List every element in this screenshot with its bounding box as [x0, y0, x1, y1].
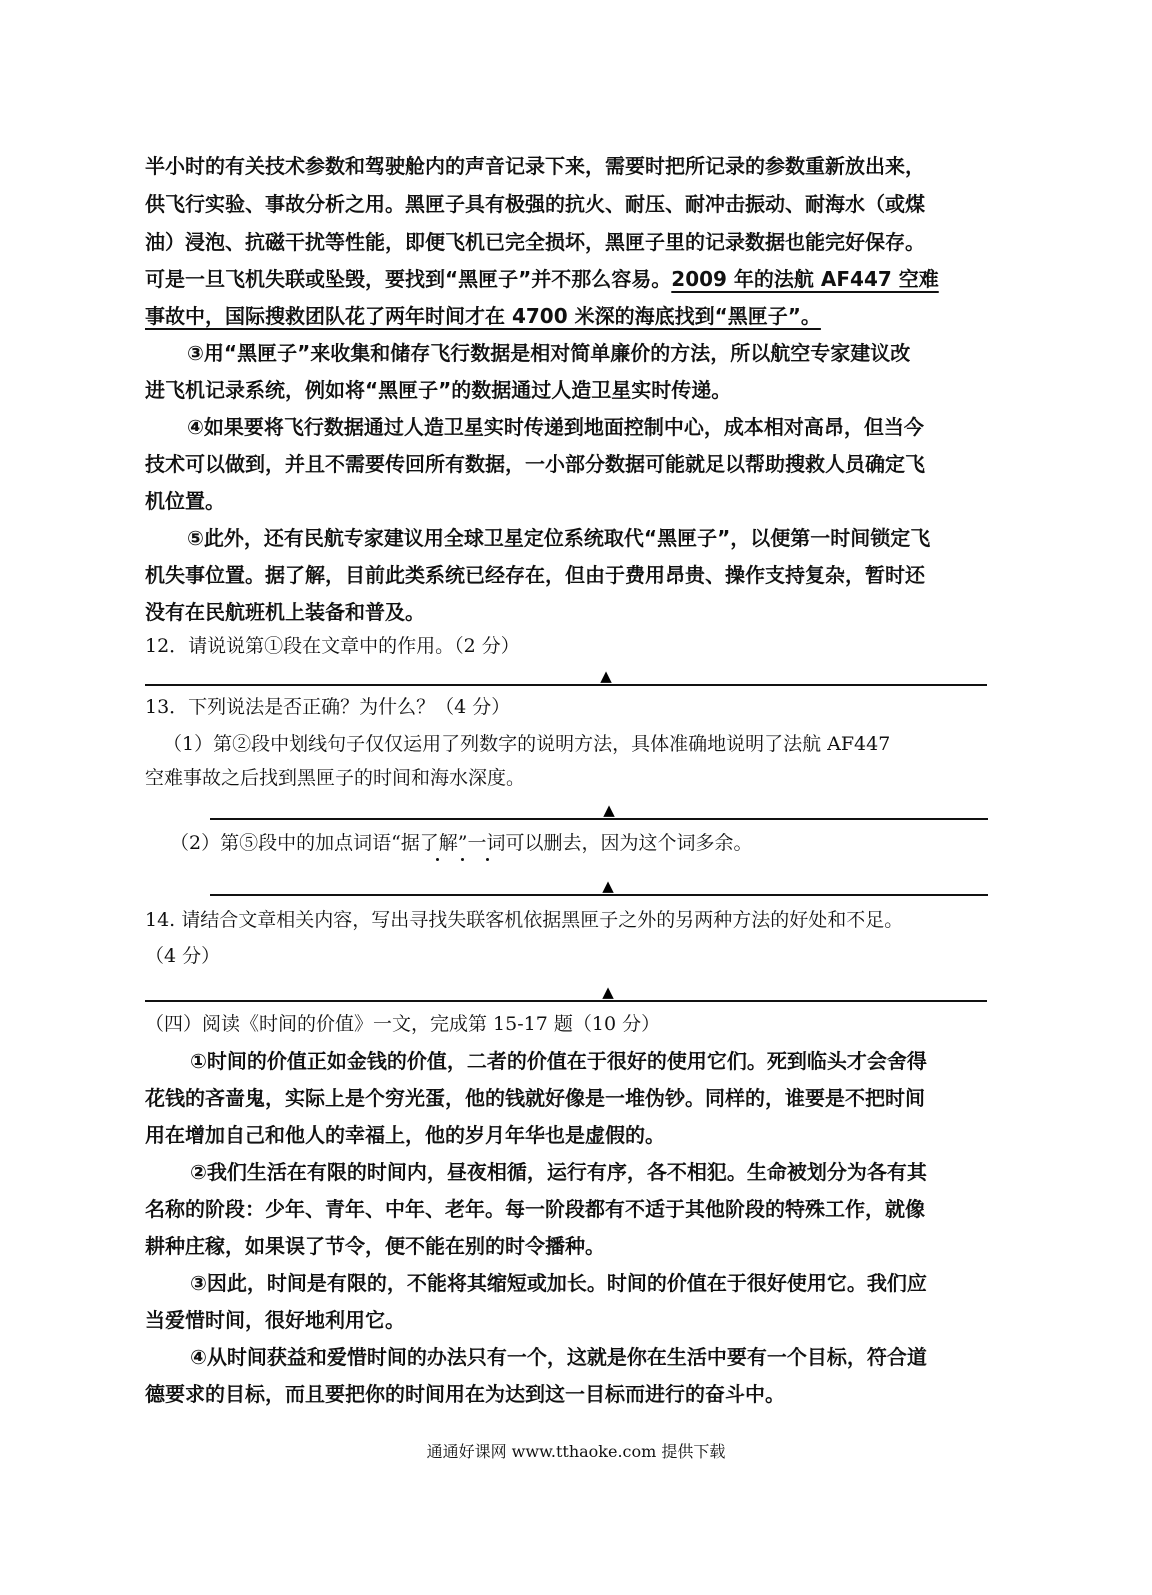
s4-p4-line1: ④从时间获益和爱惜时间的办法只有一个，这就是你在生活中要有一个目标，符合道	[190, 1345, 927, 1369]
section-4-heading: （四）阅读《时间的价值》一文，完成第 15-17 题（10 分）	[145, 1013, 661, 1035]
emphasis-dot	[486, 858, 489, 861]
s3-p4-line3: 机位置。	[145, 489, 225, 513]
s4-p1-line3: 用在增加自己和他人的幸福上，他的岁月年华也是虚假的。	[145, 1123, 665, 1147]
answer-line-q14	[145, 1000, 987, 1002]
s3-p5-line3: 没有在民航班机上装备和普及。	[145, 600, 425, 624]
question-13-2: （2）第⑤段中的加点词语“据了解”一词可以删去，因为这个词多余。	[170, 832, 753, 854]
underlined-sentence-part1: 2009 年的法航 AF447 空难	[671, 267, 939, 291]
s3-p2-line1: 半小时的有关技术参数和驾驶舱内的声音记录下来，需要时把所记录的参数重新放出来，	[145, 154, 925, 178]
footer-watermark: 通通好课网 www.tthaoke.com 提供下载	[426, 1442, 726, 1461]
question-13-1-line1: （1）第②段中划线句子仅仅运用了列数字的说明方法，具体准确地说明了法航 AF447	[163, 733, 891, 755]
s3-p3-line2: 进飞机记录系统，例如将“黑匣子”的数据通过人造卫星实时传递。	[145, 378, 732, 402]
s4-p3-line2: 当爱惜时间，很好地利用它。	[145, 1308, 405, 1332]
s3-p4-line1: ④如果要将飞行数据通过人造卫星实时传递到地面控制中心，成本相对高昂，但当今	[187, 415, 924, 439]
question-13: 13．下列说法是否正确？为什么？（4 分）	[145, 696, 511, 718]
underlined-sentence-part2: 事故中，国际搜救团队花了两年时间才在 4700 米深的海底找到“黑匣子”。	[145, 304, 821, 328]
s4-p1-line2: 花钱的吝啬鬼，实际上是个穷光蛋，他的钱就好像是一堆伪钞。同样的，谁要是不把时间	[145, 1086, 925, 1110]
s3-p5-line2	[145, 561, 925, 589]
s4-p2-line2: 名称的阶段：少年、青年、中年、老年。每一阶段都有不适于其他阶段的特殊工作，就像	[145, 1197, 925, 1221]
answer-line-q12	[145, 684, 987, 686]
answer-line-q13-1	[210, 818, 988, 820]
s3-p2-line5	[145, 302, 821, 330]
s3-p3-line1: ③用“黑匣子”来收集和储存飞行数据是相对简单廉价的方法，所以航空专家建议改	[187, 341, 911, 365]
answer-marker-triangle: ▲	[600, 667, 612, 685]
s4-p2-line1: ②我们生活在有限的时间内，昼夜相循，运行有序，各不相犯。生命被划分为各有其	[190, 1160, 927, 1184]
answer-marker-triangle: ▲	[603, 801, 615, 819]
s3-p2-line4-text: 可是一旦飞机失联或坠毁，要找到“黑匣子”并不那么容易。	[145, 267, 672, 291]
answer-line-q13-2	[210, 894, 988, 896]
s3-p2-line3: 油）浸泡、抗磁干扰等性能，即便飞机已完全损坏，黑匣子里的记录数据也能完好保存。	[145, 230, 925, 254]
s4-p2-line3: 耕种庄稼，如果误了节令，便不能在别的时令播种。	[145, 1234, 605, 1258]
emphasis-dot	[436, 858, 439, 861]
question-13-1-line2: 空难事故之后找到黑匣子的时间和海水深度。	[145, 767, 526, 789]
s3-p5-line1: ⑤此外，还有民航专家建议用全球卫星定位系统取代“黑匣子”，以便第一时间锁定飞	[187, 526, 931, 550]
emphasis-dot	[461, 858, 464, 861]
s4-p3-line1: ③因此，时间是有限的，不能将其缩短或加长。时间的价值在于很好使用它。我们应	[190, 1271, 927, 1295]
answer-marker-triangle: ▲	[602, 983, 614, 1001]
s4-p1-line1: ①时间的价值正如金钱的价值，二者的价值在于很好的使用它们。死到临头才会舍得	[190, 1049, 927, 1073]
s4-p4-line2: 德要求的目标，而且要把你的时间用在为达到这一目标而进行的奋斗中。	[145, 1382, 785, 1406]
question-14-line1: 14. 请结合文章相关内容，写出寻找失联客机依据黑匣子之外的另两种方法的好处和不足。	[145, 909, 904, 931]
answer-marker-triangle: ▲	[602, 877, 614, 895]
question-12: 12．请说说第①段在文章中的作用。（2 分）	[145, 635, 520, 657]
s3-p4-line2: 技术可以做到，并且不需要传回所有数据，一小部分数据可能就足以帮助搜救人员确定飞	[145, 452, 925, 476]
s3-p5-line2-text: 机失事位置。据了解，目前此类系统已经存在，但由于费用昂贵、操作支持复杂，暂时还	[145, 563, 925, 587]
s3-p2-line4	[145, 265, 939, 293]
s3-p2-line2: 供飞行实验、事故分析之用。黑匣子具有极强的抗火、耐压、耐冲击振动、耐海水（或煤	[145, 192, 925, 216]
question-14-line2: （4 分）	[145, 945, 221, 967]
